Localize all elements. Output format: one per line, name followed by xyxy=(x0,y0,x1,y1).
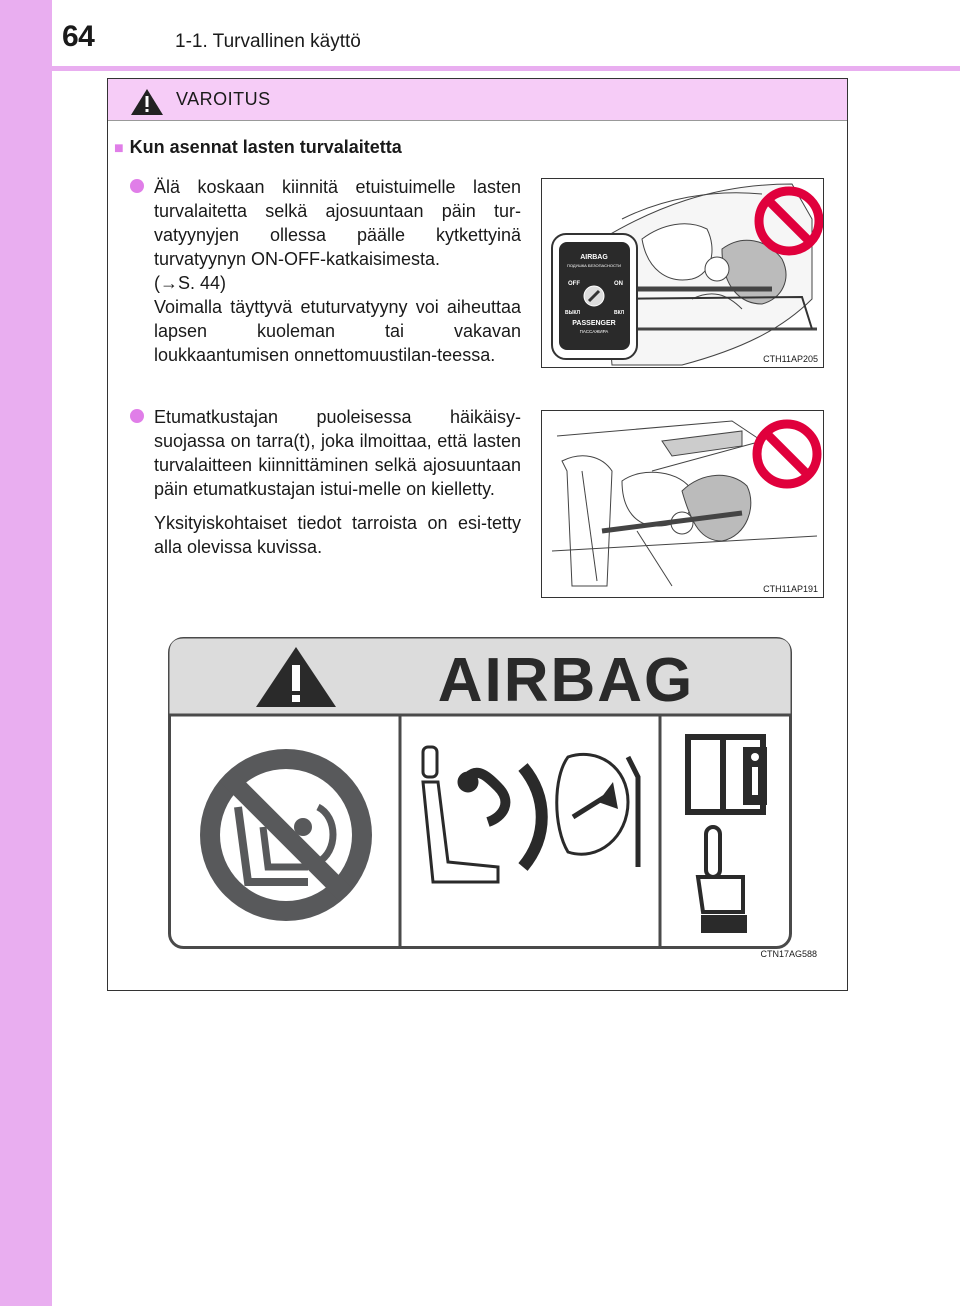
bullet-dot-icon xyxy=(130,179,144,193)
bullet-item-2 xyxy=(130,405,521,559)
warning-triangle-icon xyxy=(130,88,164,116)
switch-passenger-ru: ПАССАЖИРА xyxy=(579,329,609,334)
figure-airbag-switch xyxy=(541,178,824,368)
label-title: AIRBAG xyxy=(437,646,695,715)
switch-on-ru: ВКЛ xyxy=(614,310,625,316)
switch-passenger: PASSENGER xyxy=(572,320,616,327)
switch-off-label: OFF xyxy=(568,281,580,287)
airbag-switch-illustration xyxy=(542,179,823,367)
figure2-code: CTH11AP191 xyxy=(763,584,818,594)
page-reference-link[interactable]: (→S. 44) xyxy=(154,273,227,293)
switch-off-ru: ВЫКЛ xyxy=(565,310,581,316)
switch-on-label: ON xyxy=(614,281,623,287)
switch-subtitle: ПОДУШКА БЕЗОПАСНОСТИ xyxy=(566,263,622,268)
switch-title: AIRBAG xyxy=(580,254,608,261)
figure1-code: CTH11AP205 xyxy=(763,354,818,364)
page-number: 64 xyxy=(62,20,95,53)
car-interior-illustration xyxy=(542,411,823,597)
prohibited-child-seat-icon xyxy=(200,749,372,921)
bullet1-text: Älä koskaan kiinnitä etuistuimelle lasten turvalaitetta selkä ajosuuntaan päin tur-vatyynyjen ollessa päälle kytkettyinä turvatyynyn ON-OFF-katkaisimesta. xyxy=(154,177,521,269)
bullet2-text: Etumatkustajan puoleisessa häikäisy-suojassa on tarra(t), joka ilmoittaa, että lasten turvalaitteen kiinnittäminen selkä ajosuuntaan päin etumatkustajan istui-melle on kielletty. xyxy=(154,407,521,499)
manual-info-icon xyxy=(688,737,767,812)
square-bullet-icon: ■ xyxy=(114,140,124,157)
bullet-item-1 xyxy=(130,175,521,367)
airbag-warning-label xyxy=(168,637,792,949)
warning-subheading: ■ Kun asennat lasten turvalaitetta xyxy=(114,137,402,157)
warning-header xyxy=(108,79,847,121)
label-code: CTN17AG588 xyxy=(760,949,817,959)
warning-box xyxy=(107,78,848,991)
bullet-dot-icon xyxy=(130,409,144,423)
header-rule xyxy=(52,66,960,71)
prohibited-icon xyxy=(757,424,817,484)
figure-rear-facing-seat xyxy=(541,410,824,598)
bullet1-consequence: Voimalla täyttyvä etuturvatyyny voi aiheuttaa lapsen kuoleman tai vakavan loukkaantumisen onnettomuustilan-teessa. xyxy=(154,297,521,365)
section-title: 1-1. Turvallinen käyttö xyxy=(175,31,361,52)
warning-title: VAROITUS xyxy=(176,89,271,109)
chapter-color-band xyxy=(0,0,52,1306)
bullet2-extra: Yksityiskohtaiset tiedot tarroista on esi-tetty alla olevissa kuvissa. xyxy=(154,513,521,557)
